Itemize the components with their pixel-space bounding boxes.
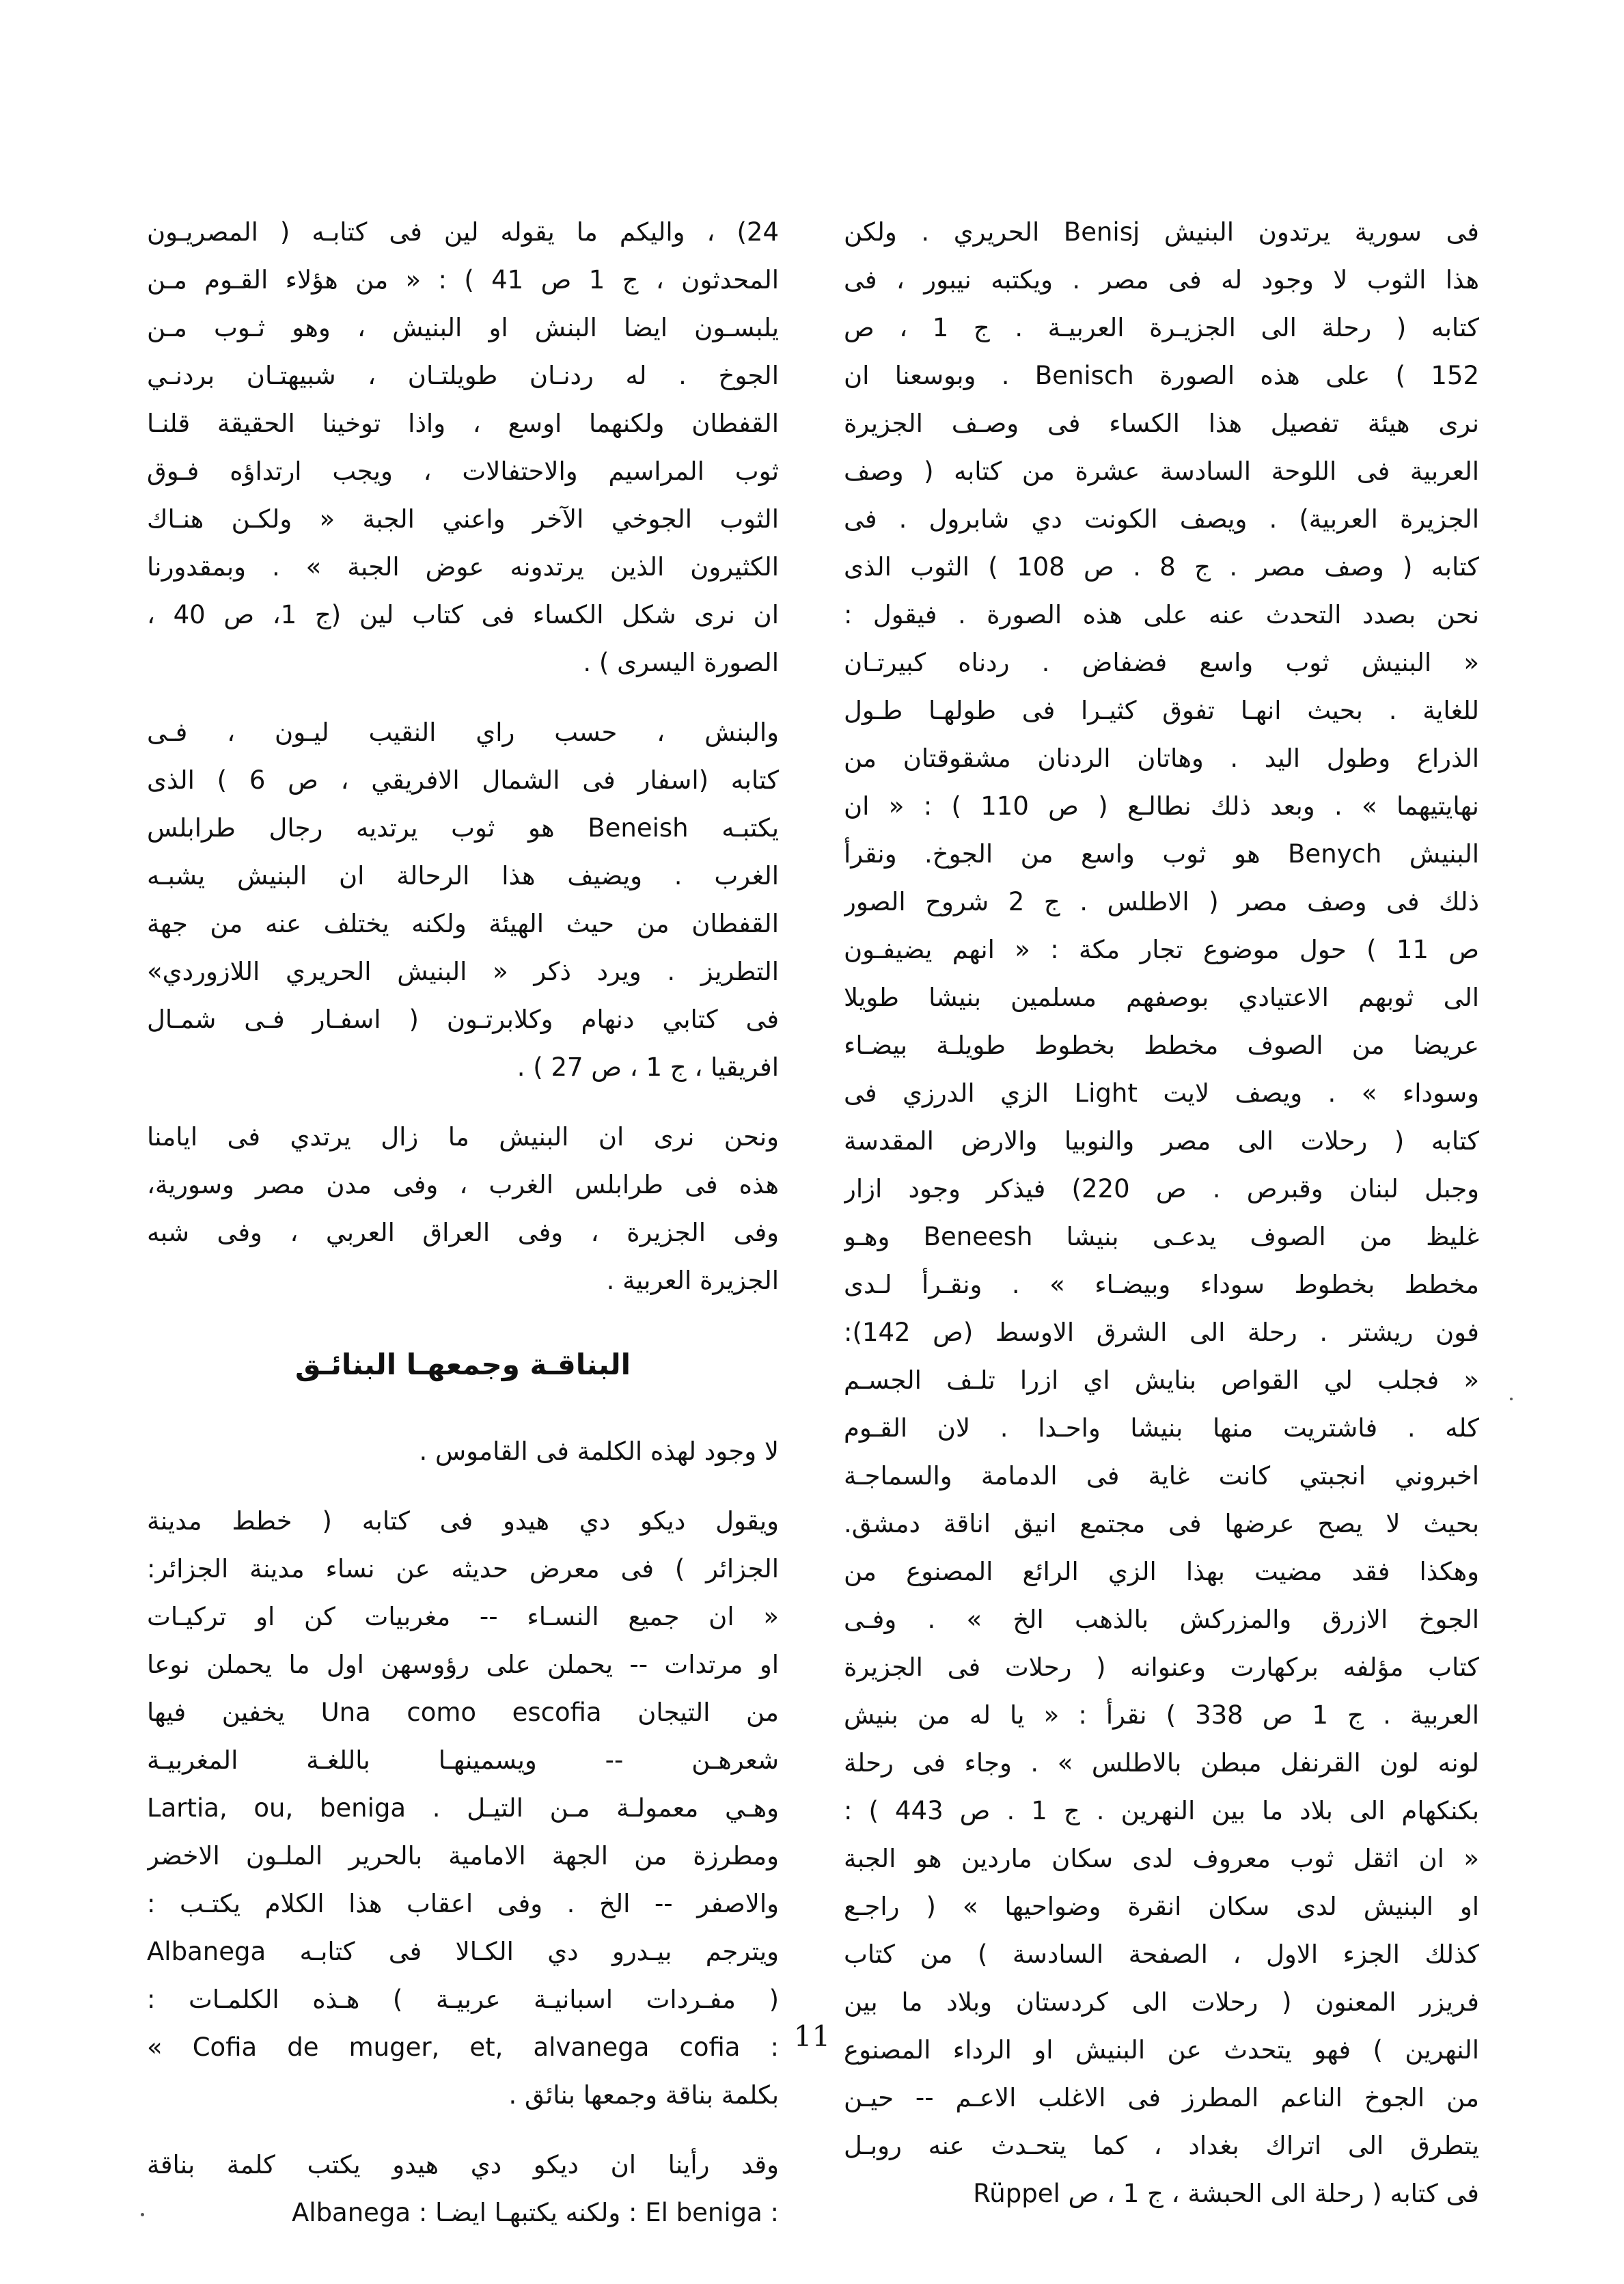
text-line: « ان جميع النسـاء -- مغربيات كن او تركيـات	[147, 1602, 779, 1631]
text-line: كتابه (اسفار فى الشمال الافريقي ، ص 6 ) الذى	[147, 765, 779, 795]
text-line: والاصفر -- الخ . وفى اعقاب هذا الكلام يكتـب :	[147, 1889, 779, 1918]
text-line: Lartia, ou, beniga . وهـي معمولـة مـن التيـل	[147, 1793, 779, 1823]
text-line: العربية فى اللوحة السادسة عشرة من كتابه ( وصف	[844, 457, 1479, 486]
text-line: « فجلب لي القواص بنايش اي ازرا تلـف الجسـم	[844, 1365, 1479, 1395]
text-line: للغاية . بحيث انهـا تفوق كثيـرا فى طولهـا طـول	[844, 696, 1479, 725]
text-line: يتطرق الى اتراك بغداد ، كما يتحـدث عنه روبـل	[844, 2131, 1479, 2160]
text-line: كتابه ( رحلات الى مصر والنوبيا والارض المقدسة	[844, 1126, 1479, 1156]
text-line: يكتبـه Beneish هو ثوب يرتديه رجال طرابلس	[147, 813, 779, 843]
text-line: من التيجان Una como escofia يخفين فيها	[147, 1698, 779, 1727]
text-line: بكلمة بناقة وجمعها بنائق .	[508, 2080, 779, 2110]
left-paragraph-lane	[147, 208, 779, 687]
text-line: يلبسـون ايضا البنش او البنيش ، وهو ثـوب مـن	[147, 313, 779, 342]
scan-speck	[1510, 1398, 1513, 1400]
text-line: Albanega : ولكنه يكتبهـا ايضـا : El beniga :	[291, 2198, 779, 2227]
text-line: فى كتابي دنهام وكلابرتـون ( اسفـار فـى شمـال	[147, 1005, 779, 1034]
text-line: او مرتدات -- يحملن على رؤوسهن اول ما يحملن نوعا	[147, 1650, 779, 1679]
text-line: القفطان من حيث الهيئة ولكنه يختلف عنه من جهة	[147, 909, 779, 938]
text-line: الذراع وطول اليد . وهاتان الردنان مشقوقتان من	[844, 744, 1479, 773]
text-line: والبنش ، حسب راي النقيب ليـون ، فـى	[147, 718, 779, 747]
text-line: « Cofia de muger, et, alvanega cofia :	[147, 2033, 779, 2062]
paragraph-gap	[147, 2119, 779, 2141]
left-paragraph-lyon	[147, 709, 779, 1091]
text-line: « ان اثقل ثوب معروف لدى سكان ماردين هو الجبة	[844, 1844, 1479, 1873]
text-line: وجبل لبنان وقبرص . ص 220) فيذكر وجود ازار	[844, 1174, 1479, 1204]
text-line: الجزائر ) فى معرض حديثه عن نساء مدينة الجزائر:	[147, 1554, 779, 1583]
text-line: نرى هيئة تفصيل هذا الكساء فى وصـف الجزيرة	[844, 409, 1479, 438]
text-line: وسوداء » . ويصف لايت Light الزي الدرزي فى	[844, 1078, 1479, 1108]
text-line: فى سورية يرتدون البنيش Benisj الحريري . ولكن	[844, 217, 1479, 247]
text-line: الثوب الجوخي الآخر واعني الجبة « ولكـن هنـاك	[147, 504, 779, 534]
text-line: ( مفـردات اسبانيـة عربيـة ) هـذه الكلمـات :	[147, 1985, 779, 2014]
text-line: بكنكهام الى بلاد ما بين النهرين . ج 1 . ص 443 ) :	[844, 1796, 1479, 1825]
left-column	[147, 208, 779, 2237]
text-line: مخطط بخطوط سوداء وبيضـاء » . ونقـرأ لـدى	[844, 1270, 1479, 1299]
text-line: الى ثوبهم الاعتيادي بوصفهم مسلمين بنيشا طويلا	[844, 983, 1479, 1012]
text-line: هذه فى طرابلس الغرب ، وفى مدن مصر وسورية،	[147, 1170, 779, 1199]
text-line: الجوخ الازرق والمزركش بالذهب الخ » . وفـى	[844, 1605, 1479, 1634]
text-line: الجوخ . له ردنـان طويلتـان ، شبيهتـان بردنـي	[147, 361, 779, 390]
text-line: ويقول ديكو دي هيدو فى كتابه ( خطط مدينة	[147, 1506, 779, 1536]
text-line: بحيث لا يصح عرضها فى مجتمع انيق اناقة دمشق.	[844, 1509, 1479, 1538]
text-line: Albanega ويترجم بيـدرو دي الكـالا فى كتابـه	[147, 1937, 779, 1966]
text-line: شعرهـن -- ويسمينهـا باللغـة المغربيـة	[147, 1745, 779, 1775]
text-line: 24) ، واليكم ما يقوله لين فى كتابـه ( المصريـون	[147, 217, 779, 247]
text-line: 152 ) على هذه الصورة Benisch . وبوسعنا ان	[844, 361, 1479, 390]
text-line: كتابه ( وصف مصر . ج 8 . ص 108 ) الثوب الذى	[844, 552, 1479, 582]
text-line: القفطان ولكنهما اوسع ، واذا توخينا الحقيقة قلنـا	[147, 409, 779, 438]
text-line: Rüppel فى كتابه ( رحلة الى الحبشة ، ج 1 ، ص	[973, 2179, 1479, 2208]
text-line: كتاب مؤلفه بركهارت وعنوانه ( رحلات فى الجزيرة	[844, 1653, 1479, 1682]
text-line: العربية . ج 1 ص 338 ) نقرأ : « يا له من بنيش	[844, 1700, 1479, 1730]
page-number: 11	[793, 2020, 831, 2053]
text-line: كذلك الجزء الاول ، الصفحة السادسة ) من كتاب	[844, 1940, 1479, 1969]
text-line: المحدثون ، ج 1 ص 41 ) : « من هؤلاء القـوم مـن	[147, 265, 779, 295]
paragraph-gap	[147, 687, 779, 709]
text-line: هذا الثوب لا وجود له فى مصر . ويكتبه نيبور ، فى	[844, 265, 1479, 295]
text-line: الغرب . ويضيف هذا الرحالة ان البنيش يشبـه	[147, 861, 779, 891]
text-line: اخبروني انجبتي كانت غاية فى الدمامة والسماجـة	[844, 1461, 1479, 1491]
section-heading: البناقـة وجمعهـا البنائـق	[294, 1348, 631, 1381]
paragraph-gap	[147, 1476, 779, 1497]
right-column	[844, 208, 1479, 2218]
text-line: ونحن نرى ان البنيش ما زال يرتدي فى ايامنا	[147, 1122, 779, 1152]
scan-speck	[141, 2213, 144, 2216]
text-line: من الجوخ الناعم المطرز فى الاغلب الاعـم -- حيـن	[844, 2083, 1479, 2112]
text-line: الكثيرون الذين يرتدونه عوض الجبة » . وبمقدورنا	[147, 552, 779, 582]
left-paragraph-spelling	[147, 2141, 779, 2237]
text-line: ص 11 ) حول موضوع تجار مكة : « انهم يضيفـون	[844, 935, 1479, 964]
paragraph-gap	[147, 1091, 779, 1113]
text-line: او البنيش لدى سكان انقرة وضواحيها » ( راجـع	[844, 1892, 1479, 1921]
text-line: لونه لون القرنفل مبطن بالاطلس » . وجاء فى رحلة	[844, 1748, 1479, 1778]
text-line: فون ريشتر . رحلة الى الشرق الاوسط (ص 142):	[844, 1318, 1479, 1347]
text-line: فريزر المعنون ( رحلات الى كردستان وبلاد ما بين	[844, 1987, 1479, 2017]
text-line: وفى الجزيرة ، وفى العراق العربي ، وفى شبه	[147, 1218, 779, 1247]
right-column-text	[844, 208, 1479, 2218]
left-paragraph-dictionary	[147, 1428, 779, 1476]
text-line: نحن بصدد التحدث عنه على هذه الصورة . فيقول :	[844, 600, 1479, 629]
text-line: ان نرى شكل الكساء فى كتاب لين (ج 1، ص 40 ،	[147, 600, 779, 629]
text-line: ثوب المراسيم والاحتفالات ، ويجب ارتداؤه فـوق	[147, 457, 779, 486]
text-line: الجزيرة العربية .	[606, 1266, 779, 1295]
text-line: كله . فاشتريت منها بنيشا واحـدا . لان القـوم	[844, 1413, 1479, 1443]
text-line: « البنيش ثوب واسع فضفاض . ردناه كبيرتـان	[844, 648, 1479, 677]
text-line: افريقيا ، ج 1 ، ص 27 ) .	[517, 1052, 779, 1082]
text-line: لا وجود لهذه الكلمة فى القاموس .	[419, 1437, 779, 1466]
text-line: وقد رأينا ان ديكو دي هيدو يكتب كلمة بناقة	[147, 2150, 779, 2179]
left-paragraph-present-day	[147, 1113, 779, 1305]
text-line: الصورة اليسرى ) .	[583, 648, 779, 677]
text-line: وهكذا فقد مضيت بهذا الزي الرائع المصنوع من	[844, 1557, 1479, 1586]
text-line: كتابه ( رحلة الى الجزيـرة العربيـة . ج 1 ، ص	[844, 313, 1479, 342]
text-line: ذلك فى وصف مصر ( الاطلس . ج 2 شروح الصور	[844, 887, 1479, 916]
text-line: نهايتيهما » . وبعد ذلك نطالـع ( ص 110 ) : « ان	[844, 791, 1479, 821]
text-line: النهرين ) فهو يتحدث عن البنيش او الرداء المصنوع	[844, 2035, 1479, 2065]
text-line: عريضا من الصوف مخطط بخطوط طويلـة بيضـاء	[844, 1031, 1479, 1060]
text-line: غليظ من الصوف يدعـى بنيشا Beneesh وهـو	[844, 1222, 1479, 1251]
text-line: ومطرزة من الجهة الامامية بالحرير الملـون الاخضر	[147, 1841, 779, 1871]
text-line: التطريز . ويرد ذكر « البنيش الحريري اللازوردي»	[147, 957, 779, 986]
text-line: البنيش Benych هو ثوب واسع من الجوخ. ونقرأ	[844, 839, 1479, 869]
text-line: الجزيرة العربية) . ويصف الكونت دي شابرول . فى	[844, 504, 1479, 534]
